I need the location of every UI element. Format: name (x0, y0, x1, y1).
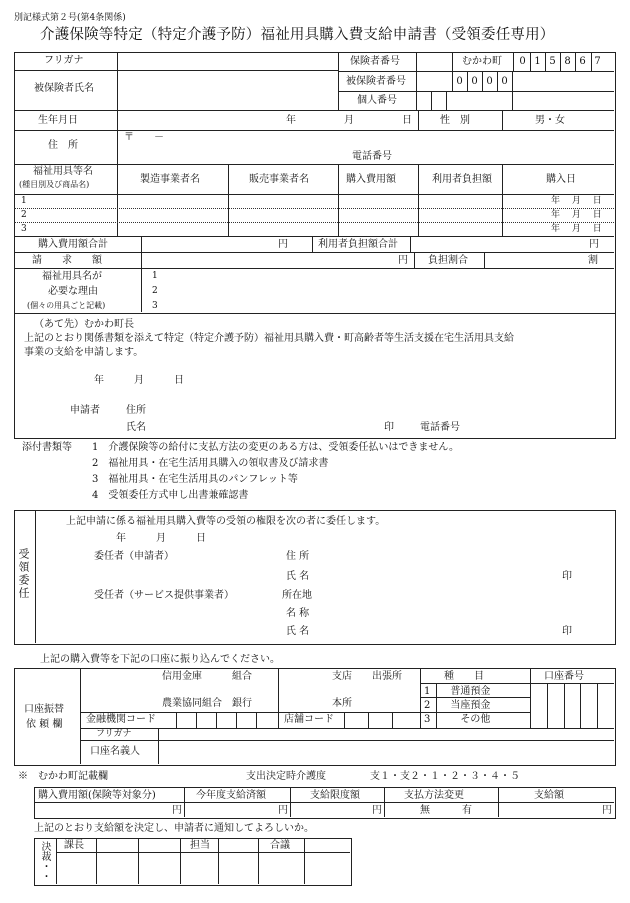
sex-label: 性 別 (440, 115, 470, 126)
attachment-1: 1 介護保険等の給付に支払方法の変更のある方は、受領委任払いはできません。 (92, 442, 459, 453)
personal-number-field[interactable] (417, 92, 613, 109)
insured-number-label: 被保険者番号 (346, 76, 406, 87)
approval-label: 決裁・・ (39, 841, 50, 881)
account-number-label: 口座番号 (544, 671, 584, 682)
insurer-name: むかわ町 (462, 56, 502, 67)
total-yen: 円 (278, 239, 288, 250)
office-amount-header: 支給額 (534, 790, 564, 801)
insurer-number-label: 保険者番号 (350, 56, 400, 67)
applicant-phone-label: 電話番号 (420, 422, 460, 433)
item-name-subheader: (種目別及び商品名) (19, 180, 90, 189)
account-type-1[interactable]: 1 普通預金 (424, 686, 491, 697)
delegate-org-label: 名 称 (286, 608, 310, 619)
office-change-none[interactable]: 無 (420, 805, 430, 816)
personal-number-label: 個人番号 (357, 95, 397, 106)
holder-label: 口座名義人 (90, 746, 140, 757)
bank-intro: 上記の購入費等を下記の口座に振り込んでください。 (40, 654, 280, 665)
purchase-date-header: 購入日 (546, 174, 576, 185)
chief-label: 課長 (64, 840, 84, 851)
burden-total-label: 利用者負担額合計 (318, 239, 398, 250)
bank-type-line1[interactable]: 信用金庫 組合 (162, 671, 252, 682)
attachments-label: 添付書類等 (22, 442, 72, 453)
reason-label-2: 必要な理由 (48, 286, 98, 297)
delegator-seal: 印 (562, 571, 572, 582)
branch-code-label: 店舗コード (284, 714, 334, 725)
application-text-2: 事業の支給を申請します。 (24, 347, 144, 358)
office-use-mark: ※ むかわ町記載欄 (18, 771, 108, 782)
insured-number-digits[interactable]: 0 0 0 0 (456, 76, 508, 87)
office-change-header: 支払方法変更 (404, 790, 464, 801)
attachment-4: 4 受領委任方式申し出書兼確認書 (92, 490, 249, 501)
applicant-address-label: 住所 (126, 405, 146, 416)
staff-label: 担当 (190, 840, 210, 851)
form-number: 別記様式第２号(第4条関係) (14, 13, 126, 23)
account-type-3[interactable]: 3 その他 (424, 714, 491, 725)
care-level-label: 支出決定時介護度 (246, 771, 326, 782)
birth-label: 生年月日 (38, 115, 78, 126)
delegator-label: 委任者（申請者） (94, 551, 174, 562)
birth-year[interactable]: 年 (286, 115, 296, 126)
delegation-side-label: 受領委任 (17, 548, 30, 600)
total-label: 購入費用額合計 (38, 239, 108, 250)
seller-header: 販売事業者名 (249, 174, 309, 185)
application-date[interactable]: 年 月 日 (94, 375, 184, 386)
price-header: 購入費用額 (346, 174, 396, 185)
office-limit-header: 支給限度額 (310, 790, 360, 801)
form-title: 介護保険等特定（特定介護予防）福祉用具購入費支給申請書（受領委任専用） (40, 27, 555, 43)
delegator-address-label: 住 所 (286, 551, 310, 562)
account-type-2[interactable]: 2 当座預金 (424, 700, 491, 711)
holder-name-field[interactable] (160, 742, 612, 762)
insured-name-field[interactable] (120, 55, 334, 107)
postal-code[interactable]: 〒 － (124, 132, 164, 143)
sex-select[interactable]: 男・女 (535, 115, 565, 126)
burden-header: 利用者負担額 (432, 174, 492, 185)
branch-type-2[interactable]: 本所 (332, 698, 352, 709)
ratio-wari: 割 (588, 255, 598, 266)
birth-month[interactable]: 月 (344, 115, 354, 126)
reason-label-3: (個々の用具ごと記載) (27, 301, 106, 310)
office-paid-header: 今年度支給済額 (196, 790, 266, 801)
application-text-1: 上記のとおり関係書類を添えて特定（特定介護予防）福祉用具購入費・町高齢者等生活支援在宅生活用具支給 (24, 333, 514, 344)
item-row-2-date[interactable]: 年 月 日 (551, 210, 602, 220)
applicant-name-label: 氏名 (126, 422, 146, 433)
office-limit-yen: 円 (372, 805, 382, 816)
item-row-2[interactable]: 2 (21, 210, 27, 220)
account-number-field[interactable] (531, 684, 613, 727)
office-change-yes[interactable]: 有 (462, 805, 472, 816)
delegation-box (14, 510, 616, 645)
delegate-seal: 印 (562, 626, 572, 637)
branch-type-1[interactable]: 支店 出張所 (332, 671, 402, 682)
applicant-seal: 印 (384, 422, 394, 433)
office-amount-yen: 円 (602, 805, 612, 816)
furigana-label: フリガナ (44, 55, 84, 66)
delegate-location-label: 所在地 (282, 590, 312, 601)
bank-side-label-1: 口座振替 (24, 704, 64, 715)
office-price-yen: 円 (172, 805, 182, 816)
delegator-name-label: 氏 名 (286, 571, 310, 582)
claim-label: 請 求 額 (32, 255, 102, 266)
attachment-2: 2 福祉用具・在宅生活用具購入の領収書及び請求書 (92, 458, 329, 469)
bank-code-label: 金融機関コード (86, 714, 156, 725)
office-price-header: 購入費用額(保険等対象分) (38, 790, 156, 801)
reason-1[interactable]: 1 (152, 271, 158, 281)
office-paid-yen: 円 (278, 805, 288, 816)
delegate-label: 受任者（サービス提供事業者） (94, 590, 234, 601)
reason-3[interactable]: 3 (152, 301, 158, 311)
council-label: 合議 (270, 840, 290, 851)
bank-code-field[interactable] (177, 713, 277, 727)
ratio-label: 負担割合 (428, 255, 468, 266)
delegation-date[interactable]: 年 月 日 (116, 533, 206, 544)
insurer-digits: 0 1 5 8 6 7 (519, 56, 601, 67)
burden-total-yen: 円 (589, 239, 599, 250)
branch-code-field[interactable] (345, 713, 419, 727)
address-label: 住 所 (48, 140, 78, 151)
item-row-1[interactable]: 1 (21, 196, 27, 206)
care-level-options[interactable]: 支１・支２・１・２・３・４・５ (370, 771, 520, 782)
item-row-1-date[interactable]: 年 月 日 (551, 196, 602, 206)
account-type-label: 種 目 (444, 671, 484, 682)
reason-2[interactable]: 2 (152, 286, 158, 296)
bank-side-label-2: 依 頼 欄 (26, 719, 63, 730)
insured-name-label: 被保険者氏名 (34, 83, 94, 94)
item-row-3[interactable]: 3 (21, 224, 27, 234)
addressee: （あて先）むかわ町長 (34, 319, 134, 330)
delegate-name-label: 氏 名 (286, 626, 310, 637)
bank-type-line2[interactable]: 農業協同組合 銀行 (162, 698, 252, 709)
delegation-text: 上記申請に係る福祉用具購入費等の受領の権限を次の者に委任します。 (66, 516, 386, 527)
reason-label-1: 福祉用具名が (42, 271, 102, 282)
birth-day[interactable]: 日 (402, 115, 412, 126)
maker-header: 製造事業者名 (140, 174, 200, 185)
claim-yen: 円 (398, 255, 408, 266)
item-row-3-date[interactable]: 年 月 日 (551, 224, 602, 234)
item-name-header: 福祉用具等名 (33, 166, 93, 177)
decision-notice: 上記のとおり支給額を決定し、申請者に通知してよろしいか。 (34, 823, 314, 834)
attachment-3: 3 福祉用具・在宅生活用具のパンフレット等 (92, 474, 298, 485)
applicant-label: 申請者 (70, 405, 100, 416)
holder-furigana-label: フリガナ (96, 729, 132, 739)
phone-label: 電話番号 (352, 151, 392, 162)
